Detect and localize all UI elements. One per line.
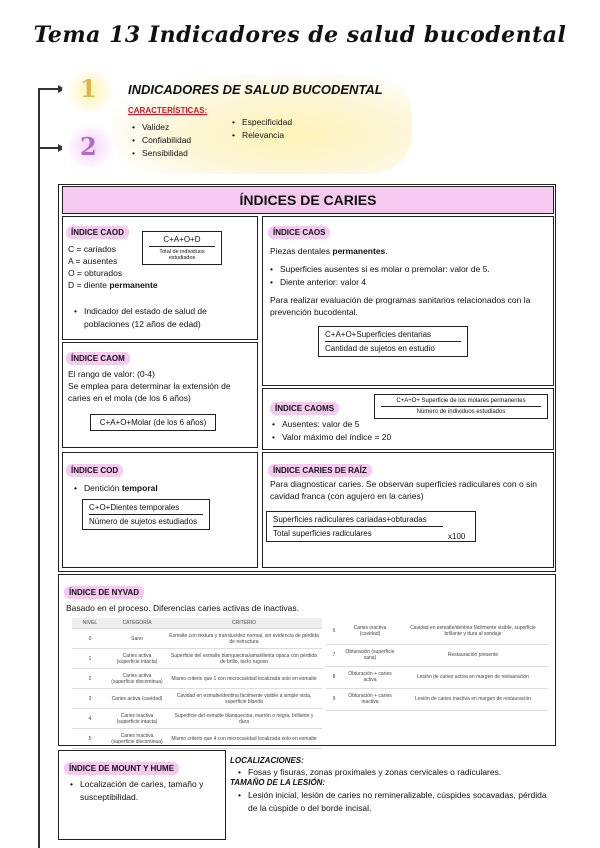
caom-formula: C+A+O+Molar (de los 6 años) [90,414,216,431]
caod-tag: ÍNDICE CAOD [66,226,129,239]
caoms-tag: ÍNDICE CAOMS [270,402,339,415]
list-item: • Confiabilidad [132,134,191,147]
table-header-row: NIVEL CATEGORÍA CRITERIO [72,618,322,629]
mount-bullets: • Localización de caries, tamaño y susceptibilidad. [70,778,220,804]
caoms-bullets: • Ausentes: valor de 5 • Valor máximo del índice = 20 [272,418,391,444]
table-row: 4 Caries inactiva (superficie intacta) Superficie del esmalte blanquecina, marrón o negra, brillante y dura [72,709,322,729]
caod-legend: C = cariados A = ausentes O = obturados D = diente permanente [68,244,158,290]
nyvad-tag: ÍNDICE DE NYVAD [64,586,144,599]
marker-one: 1 [80,74,97,103]
raiz-tag: ÍNDICE CARIES DE RAÍZ [268,464,372,477]
table-row: 2 Caries activa (superficie discontinua) Mismo criterio que 1 con microcavidad localizada solo en esmalte [72,669,322,689]
nyvad-table-left [72,618,322,749]
table-row: 8 Obturación + caries activa Lesión de caries activa en margen de restauración [326,666,548,688]
table-row: 3 Caries activa (cavidad) Cavidad en esmalte/dentina fácilmente visible a simple vista, superficie blanda [72,689,322,709]
table-row: 6 Caries inactiva (cavidad) Cavidad en esmalte/dentina fácilmente visible, superficie brillante y dura al sondaje [326,618,548,644]
list-item: • Especificidad [232,116,292,129]
caod-bullets: • Indicador del estado de salud de poblaciones (12 años de edad) [74,305,250,331]
section-heading: INDICADORES DE SALUD BUCODENTAL [128,82,383,97]
characteristics-list-1 [132,121,191,160]
raiz-multiplier: x100 [448,532,466,541]
table-row: 7 Obturación (superficie sana) Restauración presente [326,644,548,666]
raiz-paragraph: Para diagnosticar caries. Se observan superficies radiculares con o sin cavidad franca (con agujero en la caries) [270,479,537,501]
list-item: • Relevancia [232,129,292,142]
mount-tag: ÍNDICE DE MOUNT Y HUME [64,762,179,775]
lesion-size-heading: TAMAÑO DE LA LESIÓN: [230,778,326,787]
table-row: 5 Caries inactiva (superficie discontinua) Mismo criterio que 4 con microcavidad localizada solo en esmalte [72,729,322,749]
indices-title: ÍNDICES DE CARIES [62,186,554,214]
table-row: 9 Obturación + caries inactiva Lesión de caries inactiva en margen de restauración [326,688,548,710]
characteristics-list-2 [232,116,292,142]
table-row: 0 Sano Esmalte con textura y translucidez normal, sin evidencia de pérdida de estructura [72,629,322,649]
characteristics-label: CARACTERÍSTICAS: [128,106,208,115]
connector-branch-2 [38,147,60,149]
marker-two: 2 [80,132,97,161]
caom-text: El rango de valor: (0-4) Se emplea para determinar la extensión de caries en el mola (de los 6 años) [68,369,231,403]
caos-bullets: • Superficies ausentes si es molar o premolar: valor de 5. • Diente anterior: valor 4 [270,263,546,289]
cod-tag: ÍNDICE COD [66,464,123,477]
connector-branch-1 [38,88,60,90]
list-item: • Sensibilidad [132,147,191,160]
nyvad-table-right [326,618,548,711]
nyvad-intro: Basado en el proceso. Diferencias caries activas de inactivas. [66,603,299,613]
table-row: 1 Caries activa (superficie intacta) Superficie del esmalte blanquecina/amarillenta opaca con pérdida de brillo, tacto rugoso [72,649,322,669]
caos-tag: ÍNDICE CAOS [268,226,330,239]
caos-intro: Piezas dentales permanentes. [270,246,388,256]
cod-bullets: • Dentición temporal [74,482,158,495]
lesion-size-bullets: • Lesión inicial, lesión de caries no remineralizable, cúspides socavadas, pérdida de la cúspide o del borde incisal. [238,789,550,815]
caoms-formula: C+A+O+ Superficie de los molares permanentes Número de individuos estudiados [374,394,548,419]
list-item: • Validez [132,121,191,134]
caod-formula: C+A+O+D Total de individuos estudiados [142,231,222,265]
page-title: Tema 13 Indicadores de salud bucodental [33,22,567,48]
cod-formula: C+O+Dientes temporales Número de sujetos estudiados [82,499,210,530]
connector-line [38,88,40,848]
caos-formula: C+A+O+Superficies dentarias Cantidad de sujetos en estudio [318,326,468,357]
raiz-formula: Superficies radiculares cariadas+obturadas Total superficies radiculares [266,511,476,542]
caos-paragraph: Para realizar evaluación de programas sanitarios relacionados con la prevención bucodental. [270,295,531,317]
caom-tag: ÍNDICE CAOM [66,352,130,365]
locations-heading: LOCALIZACIONES: [230,756,304,765]
locations-bullets: • Fosas y fisuras, zonas proximales y zonas cervicales o radiculares. [238,766,548,779]
